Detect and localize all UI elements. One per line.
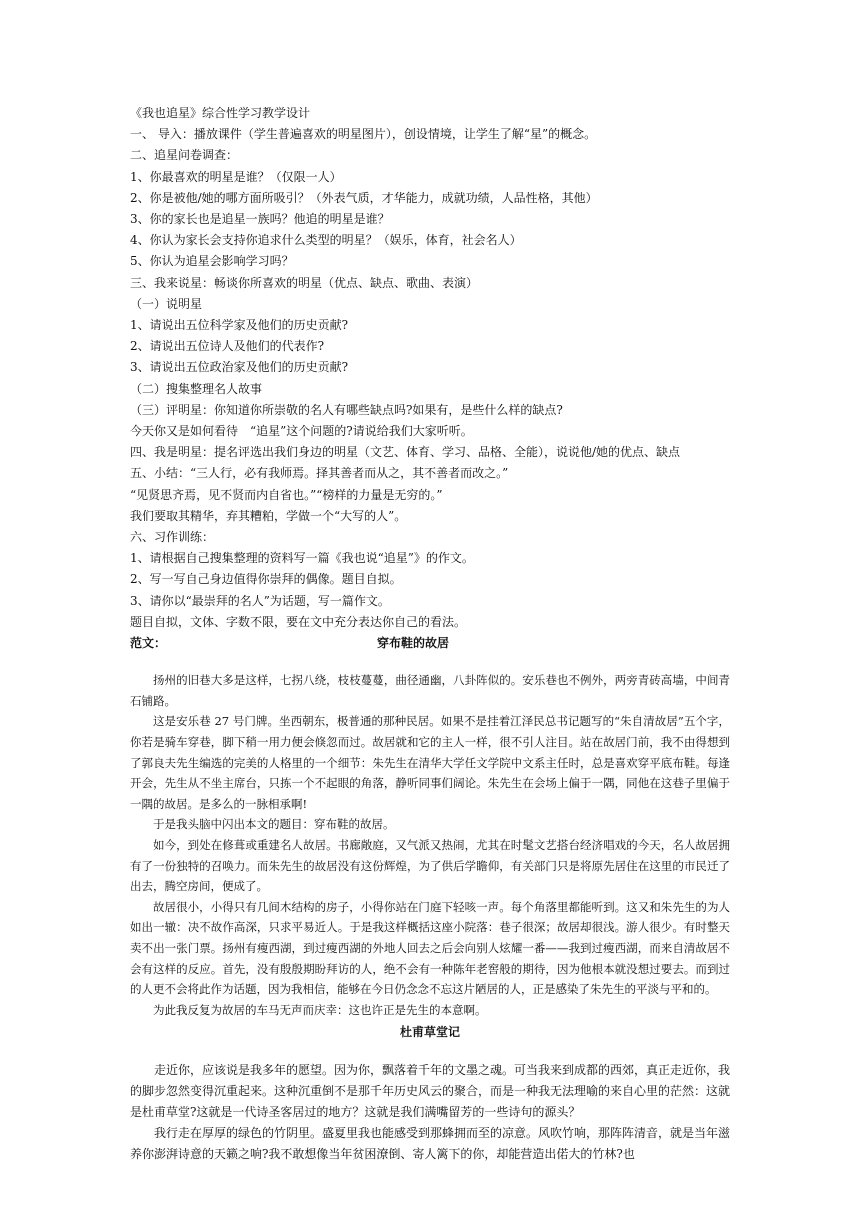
essay1-paragraph: 于是我头脑中闪出本文的题目：穿布鞋的故居。 <box>153 817 395 832</box>
essay1-paragraph: 这是安乐巷 27 号门牌。坐西朝东，极普通的那种民居。如果不是挂着江泽民总书记题写的“朱自清故居”五个字，你若是骑车穿巷，脚下稍一用力便会倏忽而过。故居就和它的主人一样，很不引人注目。站在故居门前，我不由得想到了郭良夫先生编选的完美的人格里的一个细节：朱先生在清华大学任文学院中文系主任时，总是喜欢穿平底布鞋。每逢开会，先生从不坐主席台，只拣一个不起眼的角落，静听同事们阔论。朱先生在会场上偏于一隅，同他在这巷子里偏于一隅的故居。是多么的一脉相承啊! <box>130 714 730 811</box>
lesson-plan <box>130 103 730 633</box>
essay1-body <box>130 670 730 1020</box>
plan-line: 今天你又是如何看待 “追星”这个问题的?请说给我们大家听听。 <box>130 424 473 439</box>
plan-line: 2、写一写自己身边值得你崇拜的偶像。题目自拟。 <box>130 572 402 587</box>
plan-line: 1、请根据自己搜集整理的资料写一篇《我也说“追星”》的作文。 <box>130 551 474 566</box>
plan-line: 3、你的家长也是追星一族吗？他追的明星是谁？ <box>130 212 390 227</box>
plan-line: 1、请说出五位科学家及他们的历史贡献? <box>130 318 349 333</box>
sample-heading-row <box>130 633 730 654</box>
plan-line: 题目自拟，文体、字数不限，要在文中充分表达你自己的看法。 <box>130 614 467 629</box>
essay2-body <box>130 1060 730 1165</box>
plan-line: 五、小结：“三人行，必有我师焉。择其善者而从之，其不善者而改之。” <box>130 466 509 481</box>
essay2-paragraph: 我行走在厚厚的绿色的竹阴里。盛夏里我也能感受到那蜂拥而至的凉意。风吹竹响，那阵阵清音，就是当年滋养你澎湃诗意的天籁之响?我不敢想像当年贫困潦倒、寄人篱下的你，却能营造出偌大的竹林?也 <box>130 1125 731 1161</box>
plan-line: 2、请说出五位诗人及他们的代表作? <box>130 339 325 354</box>
plan-line: 3、请你以“最崇拜的名人”为话题，写一篇作文。 <box>130 593 390 608</box>
plan-line: 四、我是明星：提名评选出我们身边的明星（文艺、体育、学习、品格、全能），说说他/她的优点、缺点 <box>130 445 681 460</box>
plan-line: 《我也追星》综合性学习教学设计 <box>130 106 311 120</box>
essay2-title: 杜甫草堂记 <box>399 1025 460 1040</box>
plan-line: 3、请说出五位政治家及他们的历史贡献? <box>130 360 349 375</box>
plan-line: 二、追星问卷调查： <box>130 148 239 163</box>
document-page <box>130 103 730 1165</box>
plan-line: 2、你是被他/她的哪方面所吸引？（外表气质，才华能力，成就功绩，人品性格，其他） <box>130 190 598 205</box>
plan-line: 4、你认为家长会支持你追求什么类型的明星？（娱乐，体育，社会名人） <box>130 233 522 248</box>
essay1-paragraph: 扬州的旧巷大多是这样，七拐八绕，枝枝蔓蔓，曲径通幽，八卦阵似的。安乐巷也不例外，两旁青砖高墙，中间青石铺路。 <box>130 673 730 708</box>
plan-line: “见贤思齐焉，见不贤而内自省也。”“榜样的力量是无穷的。” <box>130 487 443 502</box>
essay2-paragraph: 走近你，应该说是我多年的愿望。因为你，飘落着千年的文墨之魂。可当我来到成都的西郊，真正走近你，我的脚步忽然变得沉重起来。这种沉重倒不是那千年历史风云的聚合，而是一种我无法理喻的来自心里的茫然：这就是杜甫草堂?这就是一代诗圣客居过的地方？这就是我们满嘴留芳的一些诗句的源头？ <box>130 1062 731 1119</box>
plan-line: 六、习作训练： <box>130 530 215 545</box>
plan-line: 一、 导入：播放课件（学生普遍喜欢的明星图片），创设情境，让学生了解“星”的概念。 <box>130 127 597 142</box>
essay1-title: 穿布鞋的故居 <box>377 636 450 651</box>
plan-line: 1、你最喜欢的明星是谁？（仅限一人） <box>130 169 342 184</box>
plan-line: 我们要取其精华，弃其糟粕，学做一个“大写的人”。 <box>130 508 407 523</box>
plan-line: 三、我来说星：畅谈你所喜欢的明星（优点、缺点、歌曲、表演） <box>130 275 479 290</box>
essay1-paragraph: 如今，到处在修葺或重建名人故居。书廊敞庭，又气派又热闹，尤其在时髦文艺搭台经济唱戏的今天，名人故居拥有了一份独特的召唤力。而朱先生的故居没有这份辉煌，为了供后学瞻仰，有关部门只是将原先居住在这里的市民迁了出去，腾空房间，便成了。 <box>130 838 730 894</box>
essay1-paragraph: 故居很小，小得只有几间木结构的房子，小得你站在门庭下轻咳一声。每个角落里都能听到。这又和朱先生的为人如出一辙：决不故作高深，只求平易近人。于是我这样概括这座小院落：巷子很深；故居却很浅。游人很少。有时整天卖不出一张门票。扬州有瘦西湖，到过瘦西湖的外地人回去之后会向别人炫耀一番——我到过瘦西湖，而来自清故居不会有这样的反应。首先，没有殷殷期盼拜访的人，绝不会有一种陈年老窖般的期待，因为他根本就没想过要去。而到过的人更不会将此作为话题，因为我相信，能够在今日仍念念不忘这片陋居的人，正是感染了朱先生的平淡与平和的。 <box>130 899 730 997</box>
essay1-paragraph: 为此我反复为故居的车马无声而庆幸：这也许正是先生的本意啊。 <box>153 1002 487 1017</box>
sample-label: 范文： <box>130 636 167 651</box>
plan-line: （二）搜集整理名人故事 <box>130 381 263 396</box>
plan-line: （一）说明星 <box>130 296 203 311</box>
plan-line: 5、你认为追星会影响学习吗？ <box>130 254 294 269</box>
plan-line: （三）评明星：你知道你所崇敬的名人有哪些缺点吗?如果有，是些什么样的缺点? <box>130 402 563 417</box>
